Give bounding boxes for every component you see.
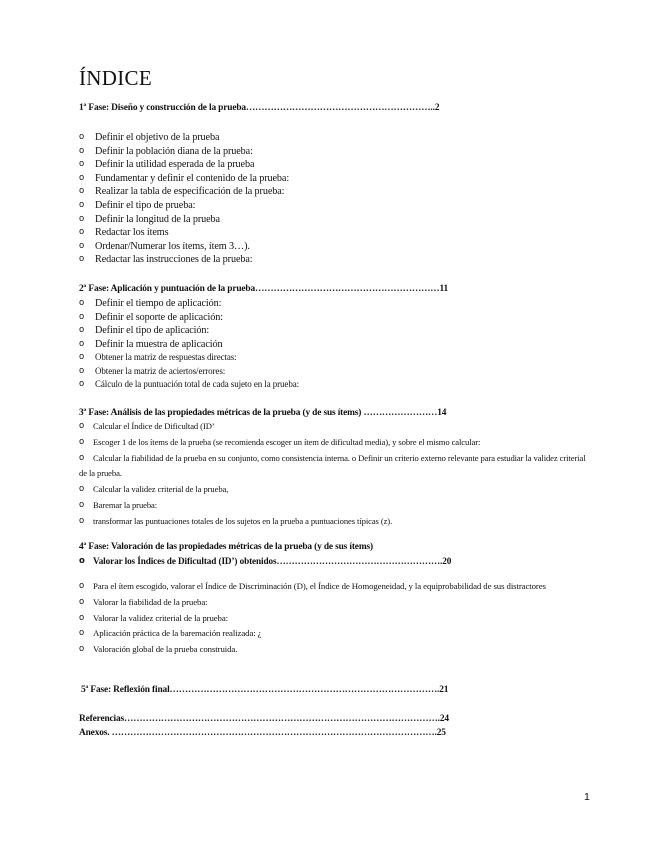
toc-entry-annexes[interactable]: Anexos. …………………………………………………………………………………………….25 — [79, 728, 446, 738]
bullet-icon: o — [79, 227, 85, 238]
list-item: o Definir la muestra de aplicación — [79, 338, 223, 350]
list-item: o Cálculo de la puntuación total de cada sujeto en la prueba: — [79, 378, 299, 392]
bullet-icon: o — [79, 597, 85, 607]
bullet-icon: o — [79, 421, 85, 431]
list-item: o Calcular la validez criterial de la prueba, — [79, 482, 589, 498]
list-item: o transformar las puntuaciones totales de los sujetos en la prueba a puntuaciones típicas (z). — [79, 514, 589, 530]
bullet-icon: o — [79, 254, 85, 265]
toc-entry-phase-1[interactable]: 1ª Fase: Diseño y construcción de la prueba……………………………………………………..2 — [79, 103, 440, 113]
bullet-icon: o — [79, 213, 85, 224]
list-item: o Definir el tipo de prueba: — [79, 199, 196, 211]
toc-entry-phase-3[interactable]: 3ª Fase: Análisis de las propiedades métricas de la prueba (y de sus ítems) ……………………14 — [79, 408, 447, 418]
list-item: o Aplicación práctica de la baremación realizada: ¿ — [79, 626, 589, 642]
phase-1-list — [79, 131, 289, 267]
bullet-icon: o — [79, 499, 85, 510]
list-item: o Obtener la matriz de respuestas directas: — [79, 351, 299, 365]
list-item: o Valorar la validez criterial de la prueba: — [79, 611, 589, 627]
bullet-icon: o — [79, 556, 85, 566]
phase-2-list — [79, 297, 223, 351]
bullet-icon: o — [79, 199, 85, 210]
bullet-icon: o — [79, 159, 85, 170]
toc-entry-phase-4[interactable]: 4ª Fase: Valoración de las propiedades métricas de la prueba (y de sus ítems) — [79, 542, 373, 552]
phase-4-sublist — [79, 578, 589, 657]
phase-4-list — [79, 554, 589, 570]
bullet-icon: o — [79, 186, 85, 197]
phase-2-sublist — [79, 351, 299, 392]
bullet-icon: o — [79, 365, 85, 376]
bullet-icon: o — [79, 515, 85, 526]
list-item: o Redactar los ítems — [79, 227, 169, 239]
phase-3-list — [79, 419, 589, 530]
toc-entry-phase-4-difficulty[interactable]: o Valorar los Índices de Dificultad (ID’) obtenidos……………………………………………….20 — [79, 554, 589, 570]
bullet-icon: o — [79, 145, 85, 156]
list-item: o Realizar la tabla de especificación de la prueba: — [79, 186, 285, 198]
list-item: o Redactar las instrucciones de la prueba: — [79, 254, 253, 266]
list-item: o Valorar la fiabilidad de la prueba: — [79, 595, 589, 611]
bullet-icon: o — [79, 379, 85, 390]
bullet-icon: o — [79, 172, 85, 183]
list-item: o Definir el objetivo de la prueba — [79, 132, 220, 143]
bullet-icon: o — [79, 132, 85, 142]
bullet-icon: o — [79, 484, 85, 495]
bullet-icon: o — [79, 311, 85, 322]
list-item: o Obtener la matriz de aciertos/errores: — [79, 365, 299, 379]
bullet-icon: o — [79, 240, 85, 251]
list-item: o Definir el tipo de aplicación: — [79, 325, 210, 337]
bullet-icon: o — [79, 643, 85, 654]
page-title: ÍNDICE — [79, 66, 152, 90]
list-item: o Definir el tiempo de aplicación: — [79, 298, 222, 309]
bullet-icon: o — [79, 325, 85, 336]
bullet-icon: o — [79, 436, 85, 447]
toc-entry-phase-2[interactable]: 2ª Fase: Aplicación y puntuación de la prueba……………………………………………………11 — [79, 284, 449, 294]
bullet-icon: o — [79, 338, 85, 349]
page-number: 1 — [584, 791, 590, 803]
list-item: o Fundamentar y definir el contenido de la prueba: — [79, 172, 290, 184]
bullet-icon: o — [79, 612, 85, 623]
bullet-icon: o — [79, 628, 85, 639]
list-item: o Ordenar/Numerar los ítems, ítem 3…). — [79, 240, 250, 252]
list-item: o Definir la utilidad esperada de la prueba — [79, 159, 255, 171]
toc-entry-references[interactable]: Referencias………………………………………………………………………………………….24 — [79, 714, 449, 724]
list-item: o Definir la población diana de la prueba: — [79, 145, 253, 157]
bullet-icon: o — [79, 452, 85, 463]
bullet-icon: o — [79, 581, 85, 591]
list-item: o Calcular el Índice de Dificultad (ID’ — [79, 419, 589, 435]
list-item: o Escoger 1 de los ítems de la prueba (se recomienda escoger un ítem de dificultad media), y sobre el mismo calcular: — [79, 435, 589, 451]
toc-entry-phase-5[interactable]: 5ª Fase: Reflexión final…………………………………………………………………………….21 — [81, 685, 449, 695]
list-item: o Para el ítem escogido, valorar el Índice de Discriminación (D), el Índice de Homogeneidad, y la equiprobabilidad de sus distractores — [79, 578, 589, 595]
list-item: o Calcular la fiabilidad de la prueba en su conjunto, como consistencia interna. o Definir un criterio externo relevante para estudiar la validez criterial de la prueba. — [79, 452, 586, 479]
list-item: o Definir la longitud de la prueba — [79, 213, 220, 225]
bullet-icon: o — [79, 298, 85, 308]
list-item: o Baremar la prueba: — [79, 498, 589, 514]
bullet-icon: o — [79, 352, 85, 362]
list-item: o Definir el soporte de aplicación: — [79, 311, 223, 323]
list-item: o Valoración global de la prueba construida. — [79, 642, 589, 658]
